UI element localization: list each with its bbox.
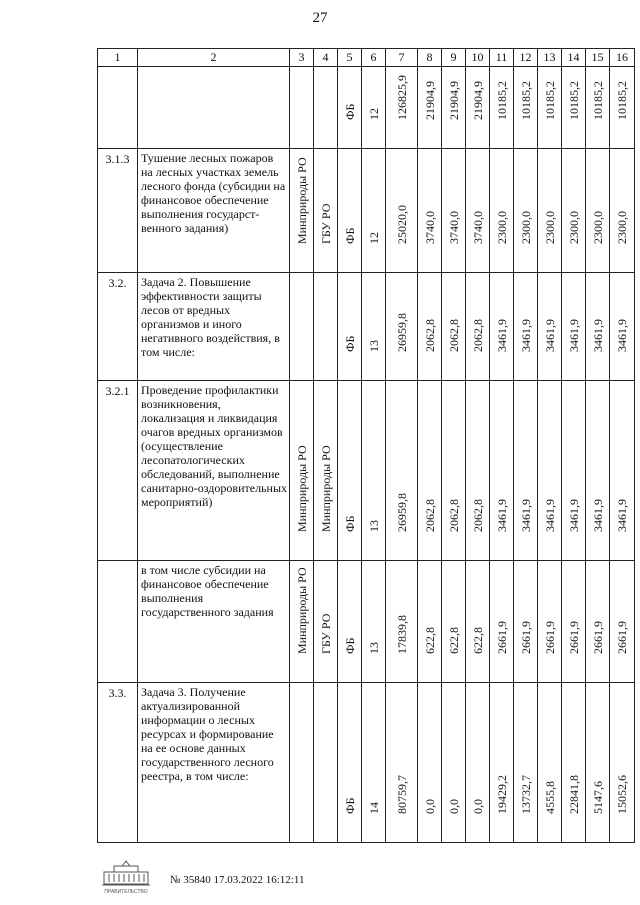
header-cell: 6 bbox=[362, 49, 386, 67]
value-cell: 3461,9 bbox=[518, 319, 533, 352]
header-cell: 14 bbox=[562, 49, 586, 67]
value-cell: 5147,6 bbox=[590, 781, 605, 814]
value-cell: 3461,9 bbox=[566, 499, 581, 532]
table-row bbox=[98, 273, 635, 381]
source-cell: ФБ bbox=[342, 637, 357, 654]
value-cell: 3461,9 bbox=[590, 499, 605, 532]
value-cell: 2062,8 bbox=[422, 319, 437, 352]
row-description bbox=[138, 67, 290, 149]
value-cell: 10185,2 bbox=[615, 81, 629, 120]
participant-cell: Минприроды РО bbox=[318, 445, 333, 532]
registration-stamp: № 35840 17.03.2022 16:12:11 bbox=[170, 874, 305, 886]
row-description: Тушение лесных пожаров на лесных участках земель лесного фонда (субсидии на финансовое обеспечение выполнения государст-венного задания) bbox=[138, 149, 290, 273]
source-cell: ФБ bbox=[342, 515, 357, 532]
header-cell: 16 bbox=[610, 49, 635, 67]
code-cell: 13 bbox=[366, 642, 381, 654]
value-cell: 2661,9 bbox=[494, 621, 509, 654]
logo-caption: ПРАВИТЕЛЬСТВО bbox=[104, 889, 148, 895]
header-cell: 15 bbox=[586, 49, 610, 67]
value-cell: 2661,9 bbox=[518, 621, 533, 654]
page-number: 27 bbox=[312, 10, 328, 26]
header-cell: 4 bbox=[314, 49, 338, 67]
value-cell: 2300,0 bbox=[494, 211, 509, 244]
table-row bbox=[98, 149, 635, 273]
value-cell: 10185,2 bbox=[494, 81, 509, 120]
value-cell: 3461,9 bbox=[494, 319, 509, 352]
value-cell: 80759,7 bbox=[394, 775, 409, 814]
table-row bbox=[98, 683, 635, 843]
header-row bbox=[98, 49, 635, 67]
header-cell: 7 bbox=[386, 49, 418, 67]
source-cell: ФБ bbox=[342, 797, 357, 814]
table-row bbox=[98, 381, 635, 561]
header-cell: 5 bbox=[338, 49, 362, 67]
value-cell: 13732,7 bbox=[518, 775, 533, 814]
value-cell: 4555,8 bbox=[542, 781, 557, 814]
value-cell: 15052,6 bbox=[615, 775, 629, 814]
value-cell: 3461,9 bbox=[615, 499, 629, 532]
value-cell: 2062,8 bbox=[446, 319, 461, 352]
row-description: Задача 2. Повышение эффективности защиты лесов от вредных организмов и иного негативного воздействия, в том числе: bbox=[138, 273, 290, 381]
row-number bbox=[98, 67, 138, 149]
value-cell: 2661,9 bbox=[566, 621, 581, 654]
row-number: 3.2. bbox=[98, 273, 138, 381]
participant-cell: ГБУ РО bbox=[318, 203, 333, 244]
header-cell: 13 bbox=[538, 49, 562, 67]
table-row bbox=[98, 561, 635, 683]
row-description: Проведение профилактики возникновения, локализация и ликвидация очагов вредных организмов (осуществление лесопатологических обследований, выполнение санитарно-оздоровительных мероприятий) bbox=[138, 381, 290, 561]
value-cell: 3461,9 bbox=[518, 499, 533, 532]
budget-table bbox=[97, 48, 635, 843]
value-cell: 2661,9 bbox=[590, 621, 605, 654]
value-cell: 21904,9 bbox=[446, 81, 461, 120]
table-row bbox=[98, 67, 635, 149]
value-cell: 622,8 bbox=[422, 627, 437, 654]
value-cell: 2300,0 bbox=[566, 211, 581, 244]
header-cell: 1 bbox=[98, 49, 138, 67]
value-cell: 10185,2 bbox=[590, 81, 605, 120]
government-building-logo bbox=[100, 858, 152, 898]
value-cell: 3461,9 bbox=[566, 319, 581, 352]
code-cell: 12 bbox=[366, 232, 381, 244]
value-cell: 622,8 bbox=[470, 627, 485, 654]
value-cell: 22841,8 bbox=[566, 775, 581, 814]
header-cell: 9 bbox=[442, 49, 466, 67]
source-cell: ФБ bbox=[342, 227, 357, 244]
value-cell: 3461,9 bbox=[590, 319, 605, 352]
executor-cell: Минприроды РО bbox=[294, 157, 309, 244]
executor-cell: Минприроды РО bbox=[294, 567, 309, 654]
value-cell: 2062,8 bbox=[470, 499, 485, 532]
value-cell: 3740,0 bbox=[470, 211, 485, 244]
header-cell: 2 bbox=[138, 49, 290, 67]
row-number: 3.1.3 bbox=[98, 149, 138, 273]
header-cell: 11 bbox=[490, 49, 514, 67]
value-cell: 3461,9 bbox=[542, 499, 557, 532]
value-cell: 2062,8 bbox=[470, 319, 485, 352]
value-cell: 3461,9 bbox=[615, 319, 629, 352]
value-cell: 622,8 bbox=[446, 627, 461, 654]
header-cell: 12 bbox=[514, 49, 538, 67]
value-cell: 2300,0 bbox=[615, 211, 629, 244]
row-description: Задача 3. Получение актуализированной информации о лесных ресурсах и формирование на ее основе данных государственного лесного реестра, в том числе: bbox=[138, 683, 290, 843]
value-cell: 0,0 bbox=[422, 799, 437, 814]
value-cell: 3740,0 bbox=[446, 211, 461, 244]
value-cell: 21904,9 bbox=[422, 81, 437, 120]
value-cell: 3461,9 bbox=[494, 499, 509, 532]
header-cell: 3 bbox=[290, 49, 314, 67]
value-cell: 2300,0 bbox=[518, 211, 533, 244]
value-cell: 21904,9 bbox=[470, 81, 485, 120]
value-cell: 2300,0 bbox=[590, 211, 605, 244]
value-cell: 2300,0 bbox=[542, 211, 557, 244]
code-cell: 13 bbox=[366, 340, 381, 352]
value-cell: 0,0 bbox=[446, 799, 461, 814]
value-cell: 2062,8 bbox=[422, 499, 437, 532]
row-number: 3.2.1 bbox=[98, 381, 138, 561]
row-number: 3.3. bbox=[98, 683, 138, 843]
value-cell: 2661,9 bbox=[615, 621, 629, 654]
header-cell: 8 bbox=[418, 49, 442, 67]
value-cell: 10185,2 bbox=[542, 81, 557, 120]
value-cell: 17839,8 bbox=[394, 615, 409, 654]
header-cell: 10 bbox=[466, 49, 490, 67]
value-cell: 10185,2 bbox=[566, 81, 581, 120]
value-cell: 10185,2 bbox=[518, 81, 533, 120]
value-cell: 26959,8 bbox=[394, 313, 409, 352]
source-cell: ФБ bbox=[342, 335, 357, 352]
value-cell: 0,0 bbox=[470, 799, 485, 814]
value-cell: 25020,0 bbox=[394, 205, 409, 244]
value-cell: 2062,8 bbox=[446, 499, 461, 532]
row-number bbox=[98, 561, 138, 683]
value-cell: 126825,9 bbox=[394, 75, 409, 120]
code-cell: 12 bbox=[366, 108, 381, 120]
value-cell: 3740,0 bbox=[422, 211, 437, 244]
code-cell: 14 bbox=[366, 802, 381, 814]
participant-cell: ГБУ РО bbox=[318, 613, 333, 654]
value-cell: 3461,9 bbox=[542, 319, 557, 352]
value-cell: 2661,9 bbox=[542, 621, 557, 654]
row-description: в том числе субсидии на финансовое обеспечение выполнения государственного задания bbox=[138, 561, 290, 683]
source-cell: ФБ bbox=[342, 103, 357, 120]
executor-cell: Минприроды РО bbox=[294, 445, 309, 532]
value-cell: 26959,8 bbox=[394, 493, 409, 532]
value-cell: 19429,2 bbox=[494, 775, 509, 814]
code-cell: 13 bbox=[366, 520, 381, 532]
